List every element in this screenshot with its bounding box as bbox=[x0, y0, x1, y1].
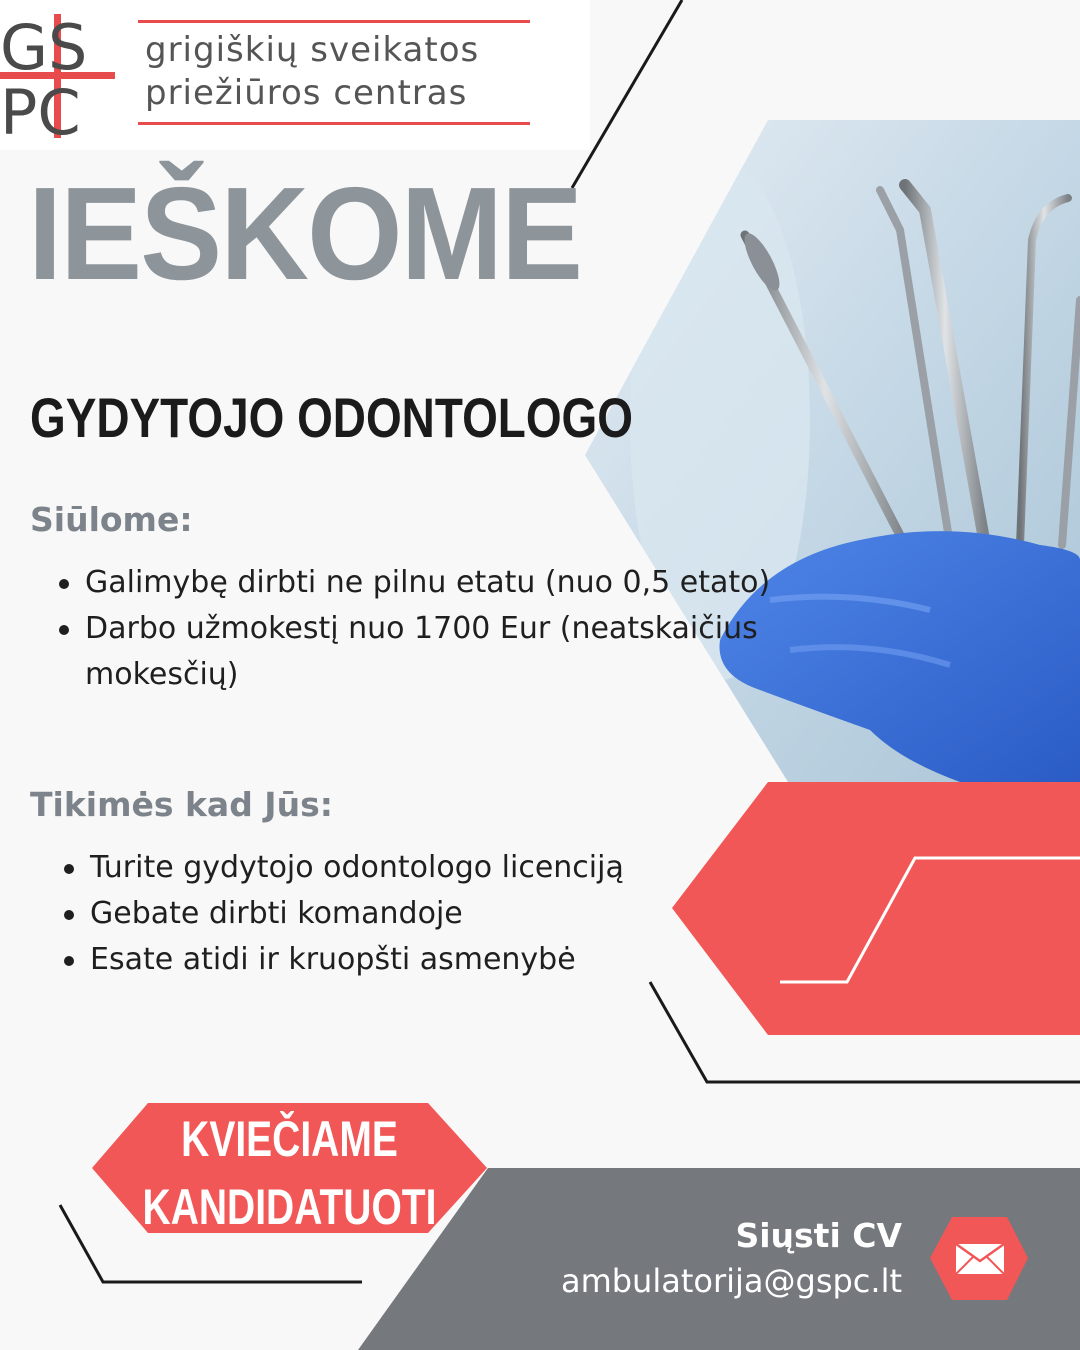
logo-text-line1: grigiškių sveikatos bbox=[145, 30, 480, 70]
logo-text-line2: priežiūros centras bbox=[145, 73, 468, 113]
page-title: IEŠKOME bbox=[28, 160, 582, 307]
list-item: Galimybę dirbti ne pilnu etatu (nuo 0,5 etato) bbox=[55, 560, 845, 606]
contact-email-link[interactable]: ambulatorija@gspc.lt bbox=[560, 1262, 902, 1300]
logo-rule-top bbox=[138, 20, 530, 23]
logo-mark-top: GS bbox=[0, 14, 88, 84]
list-item: Turite gydytojo odontologo licenciją bbox=[60, 845, 700, 891]
offer-list bbox=[55, 560, 845, 698]
logo-rule-bottom bbox=[138, 122, 530, 125]
logo bbox=[0, 0, 590, 150]
decor-red-hexagon bbox=[672, 782, 1080, 1035]
list-item: Gebate dirbti komandoje bbox=[60, 891, 700, 937]
gspc-logo-mark bbox=[0, 14, 115, 138]
send-cv-label: Siųsti CV bbox=[735, 1216, 902, 1255]
job-title: GYDYTOJO ODONTOLOGO bbox=[30, 386, 633, 449]
cta-line1: KVIEČIAME bbox=[181, 1111, 398, 1167]
logo-mark-bottom: PC bbox=[0, 76, 81, 138]
expectations-title: Tikimės kad Jūs: bbox=[30, 785, 333, 824]
list-item: Darbo užmokestį nuo 1700 Eur (neatskaičius mokesčių) bbox=[55, 606, 845, 698]
cta-line2: KANDIDATUOTI bbox=[142, 1179, 437, 1235]
offer-title: Siūlome: bbox=[30, 500, 193, 539]
expectations-list bbox=[60, 845, 700, 983]
envelope-icon bbox=[955, 1243, 1005, 1275]
list-item: Esate atidi ir kruopšti asmenybė bbox=[60, 937, 700, 983]
